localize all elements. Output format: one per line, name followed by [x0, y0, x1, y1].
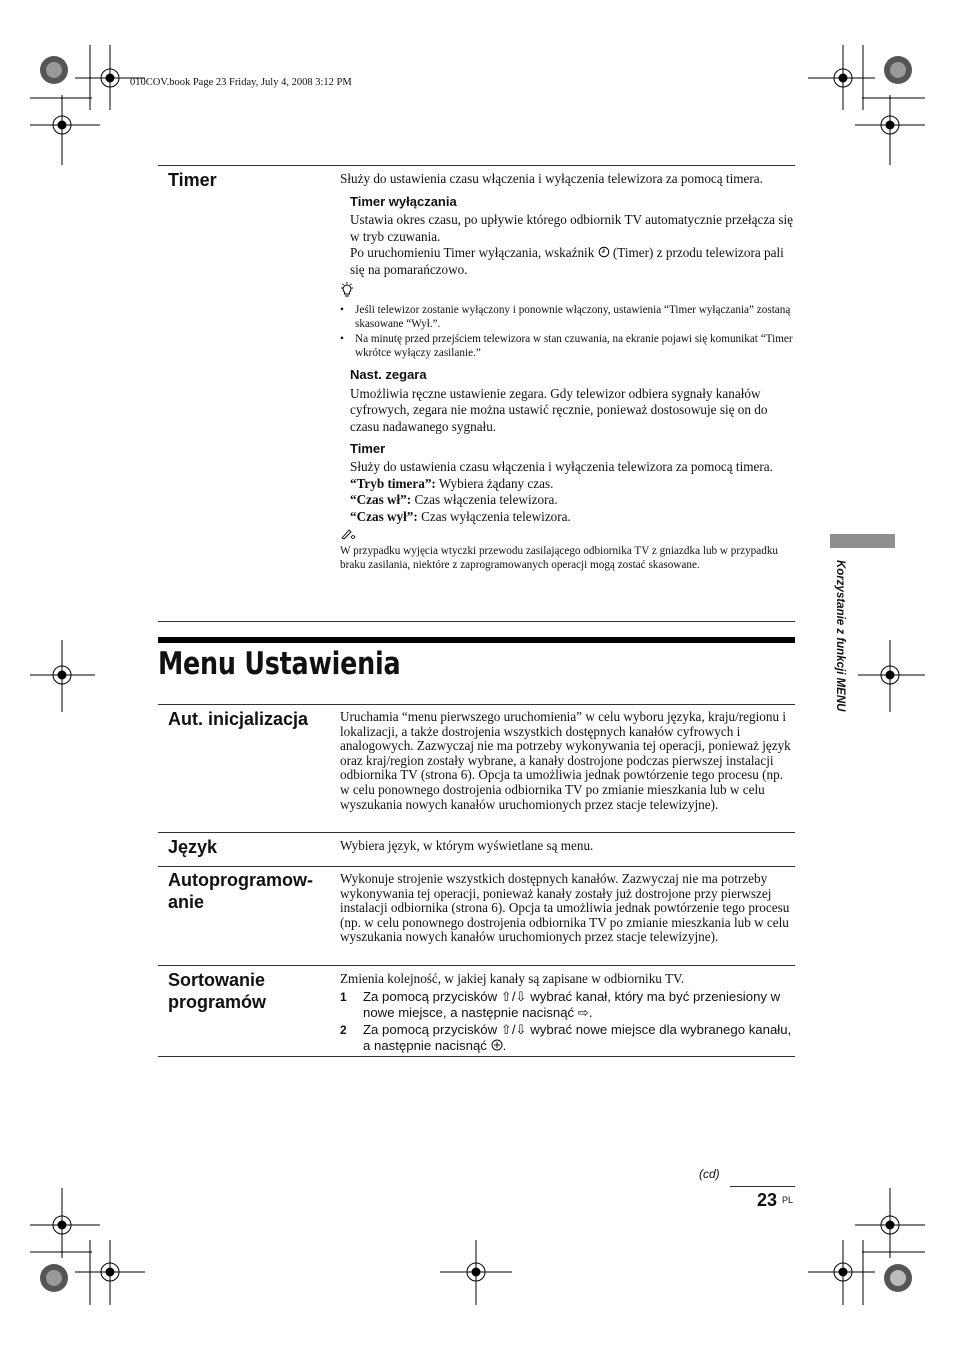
divider: [158, 832, 795, 833]
divider: [158, 965, 795, 966]
autoprogram-label: Autoprogramow- anie: [168, 870, 313, 912]
title-bar: [158, 637, 795, 643]
divider: [158, 866, 795, 867]
enter-button-icon: [491, 1039, 503, 1051]
clock-set-text: Umożliwia ręczne ustawienie zegara. Gdy telewizor odbiera sygnały kanałów cyfrowych, zegara nie można ustawić ręcznie, ponieważ dostosowuje się on do czasu nadawanego sygnału.: [350, 385, 768, 434]
clock-set-title: Nast. zegara: [350, 367, 427, 383]
language-label: Język: [168, 837, 218, 857]
section-tab: [830, 534, 895, 548]
autoprogram-text: Wykonuje strojenie wszystkich dostępnych kanałów. Zazwyczaj nie ma potrzeby wykonywania tej operacji, ponieważ kanały zostały już dostrojone przy pierwszej instalacji odbiornika (strona 6). Opcja ta umożliwia jednak powtórzenie tego procesu (np. w celu ponownego dostrojenia odbiornika TV po zmianie mieszkania lub w celu wyszukania nowych kanałów uruchomionych przez stacje telewizyjne).: [340, 871, 790, 945]
sort-label: Sortowanie programów: [168, 970, 267, 1012]
timer-indicator-icon: [598, 246, 610, 258]
timer-label: Timer: [168, 170, 217, 190]
file-info-header: 010COV.book Page 23 Friday, July 4, 2008 3:12 PM: [130, 77, 352, 88]
tips-list: [340, 303, 795, 360]
timer-option: “Tryb timera”: Wybiera żądany czas.: [350, 475, 554, 491]
tip-item: • Na minutę przed przejściem telewizora w stan czuwania, na ekranie pojawi się komunikat “Timer wkrótce wyłączy zasilanie.”: [340, 333, 793, 360]
sort-intro: Zmienia kolejność, w jakiej kanały są zapisane w odbiorniku TV.: [340, 971, 685, 986]
page-number: 23: [757, 1190, 778, 1210]
auto-init-text: Uruchamia “menu pierwszego uruchomienia” w celu wyboru języka, kraju/regionu i lokalizacji, a także dostrojenia wszystkich dostępnych kanałów cyfrowych i analogowych. Zazwyczaj nie ma potrzeby wykonywania tej operacji, ponieważ język oraz kraj/region zostały wybrane, a kanały dostrojone podczas pierwszej instalacji odbiornika TV (strona 6). Opcja ta umożliwia jednak powtórzenie tego procesu (np. w celu ponownego dostrojenia odbiornika TV po zmianie mieszkania lub w celu wyszukania nowych kanałów uruchomionych przez stacje telewizyjne).: [340, 709, 791, 812]
footer-rule: [730, 1186, 795, 1187]
language-code: PL: [782, 1195, 794, 1205]
down-arrow-icon: ⇩: [515, 1021, 527, 1037]
sleep-timer-text: Ustawia okres czasu, po upływie którego odbiornik TV automatycznie przełącza się w tryb czuwania.: [350, 212, 793, 244]
sort-steps: [340, 989, 795, 1054]
step-item: 1 Za pomocą przycisków ⇧/⇩ wybrać kanał, który ma być przeniesiony w nowe miejsce, a następnie nacisnąć ⇨.: [340, 988, 781, 1020]
divider: [158, 165, 795, 166]
timer-option: “Czas wył”: Czas wyłączenia telewizora.: [350, 508, 571, 524]
step-item: 2 Za pomocą przycisków ⇧/⇩ wybrać nowe miejsce dla wybranego kanału, a następnie nacisnąć .: [340, 1021, 792, 1053]
up-arrow-icon: ⇧: [500, 1021, 512, 1037]
language-text: Wybiera język, w którym wyświetlane są menu.: [340, 838, 594, 853]
section-side-label: Korzystanie z funkcji MENU: [834, 560, 846, 712]
continued-label: (cd): [699, 1167, 720, 1181]
power-note: W przypadku wyjęcia wtyczki przewodu zasilającego odbiornika TV z gniazdka lub w przypadku braku zasilania, niektóre z zaprogramowanych operacji mogą zostać skasowane.: [340, 545, 779, 572]
tip-item: • Jeśli telewizor zostanie wyłączony i ponownie włączony, ustawienia “Timer wyłączania” zostaną skasowane “Wył.”.: [340, 304, 791, 331]
timer-intro: Służy do ustawienia czasu włączenia i wyłączenia telewizora za pomocą timera.: [340, 171, 763, 186]
tip-icon: [340, 282, 795, 303]
sleep-timer-title: Timer wyłączania: [350, 193, 457, 209]
right-arrow-icon: ⇨: [574, 1004, 589, 1020]
timer-sub-text: Służy do ustawienia czasu włączenia i wyłączenia telewizora za pomocą timera.: [350, 459, 773, 475]
page-title: Menu Ustawienia: [158, 646, 401, 682]
timer-option: “Czas wł”: Czas włączenia telewizora.: [350, 492, 558, 508]
divider: [158, 1056, 795, 1057]
timer-content: [340, 171, 795, 572]
note-icon: [340, 528, 795, 545]
down-arrow-icon: ⇩: [515, 988, 527, 1004]
sleep-timer-indicator-text: Po uruchomieniu Timer wyłączania, wskaźnik (Timer) z przodu telewizora pali się na pomarańczowo.: [350, 245, 784, 277]
up-arrow-icon: ⇧: [500, 988, 512, 1004]
divider: [158, 621, 795, 622]
sort-content: [340, 971, 795, 1054]
timer-sub-title: Timer: [350, 440, 386, 456]
auto-init-label: Aut. inicjalizacja: [168, 709, 309, 729]
divider: [158, 704, 795, 705]
